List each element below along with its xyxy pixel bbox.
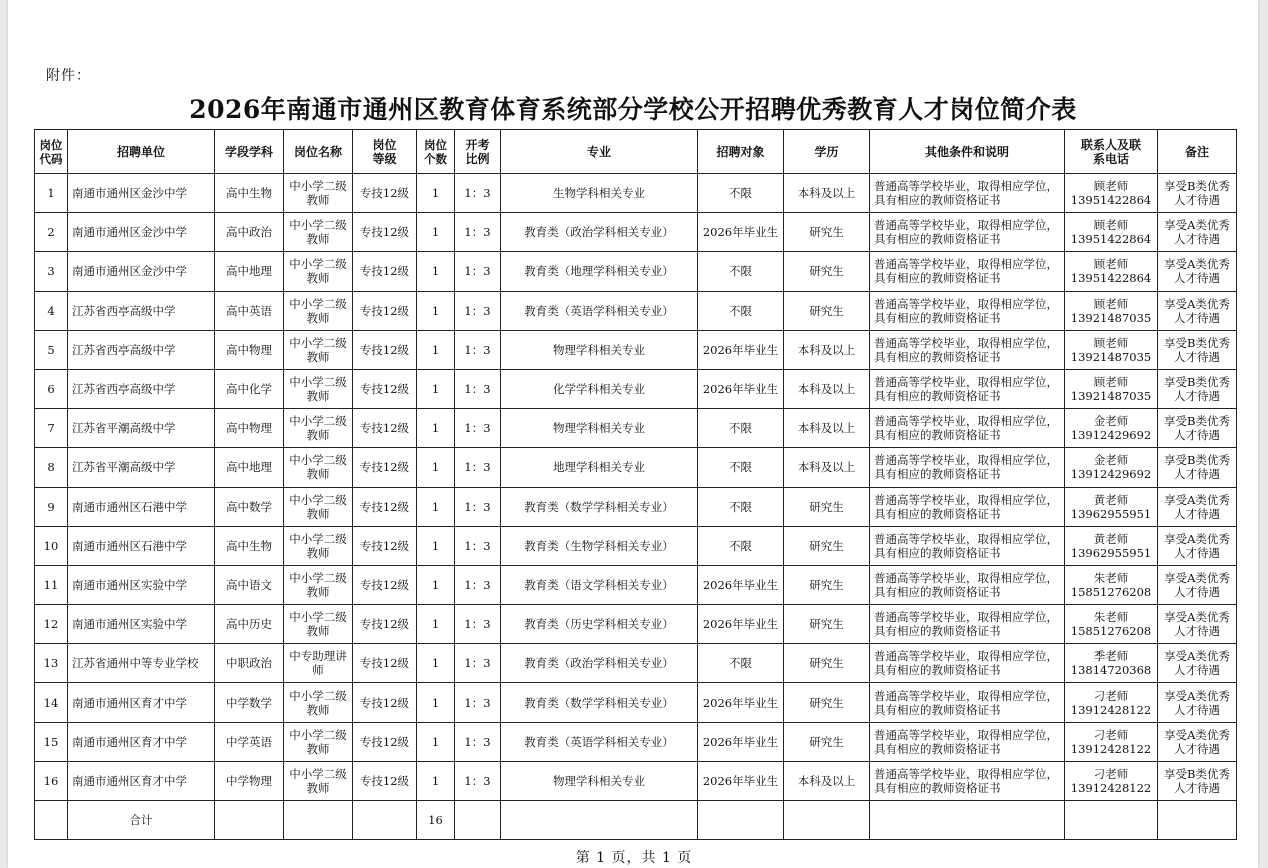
header-post-name: 岗位名称: [284, 130, 353, 174]
cell-education: 本科及以上: [784, 409, 870, 448]
cell-unit: 南通市通州区金沙中学: [68, 252, 215, 291]
cell-subject: 高中数学: [215, 487, 284, 526]
cell-education: 研究生: [784, 252, 870, 291]
cell-exam-ratio: 1：3: [455, 722, 501, 761]
cell-note: 享受A类优秀人才待遇: [1158, 644, 1237, 683]
cell-subject: 高中历史: [215, 605, 284, 644]
header-note: 备注: [1158, 130, 1237, 174]
cell-post-count: 1: [417, 605, 455, 644]
contact-person: 金老师: [1093, 453, 1129, 468]
contact-phone: 15851276208: [1070, 624, 1152, 639]
cell-note: 享受B类优秀人才待遇: [1158, 330, 1237, 369]
cell-post-code: 11: [35, 565, 68, 604]
cell-contact: [1065, 252, 1158, 291]
cell-major: 物理学科相关专业: [501, 761, 698, 800]
cell-subject: 中学物理: [215, 761, 284, 800]
cell-conditions: 普通高等学校毕业，取得相应学位，具有相应的教师资格证书: [870, 683, 1065, 722]
cell-subject: 中学英语: [215, 722, 284, 761]
cell-subject: 中职政治: [215, 644, 284, 683]
cell-unit: 南通市通州区实验中学: [68, 605, 215, 644]
cell-post-code: 5: [35, 330, 68, 369]
cell-conditions: 普通高等学校毕业，取得相应学位，具有相应的教师资格证书: [870, 487, 1065, 526]
cell-conditions: 普通高等学校毕业，取得相应学位，具有相应的教师资格证书: [870, 252, 1065, 291]
cell-post-level: 专技12级: [353, 644, 417, 683]
cell-post-name: 中小学二级教师: [284, 213, 353, 252]
cell-subject: 高中地理: [215, 252, 284, 291]
cell-major: 教育类（英语学科相关专业）: [501, 722, 698, 761]
cell-post-name: 中小学二级教师: [284, 605, 353, 644]
table-row: [35, 487, 1237, 526]
cell-post-name: 中小学二级教师: [284, 330, 353, 369]
cell-conditions: 普通高等学校毕业，取得相应学位，具有相应的教师资格证书: [870, 213, 1065, 252]
cell-post-code: 7: [35, 409, 68, 448]
cell-subject: 高中政治: [215, 213, 284, 252]
cell-exam-ratio: 1：3: [455, 605, 501, 644]
cell-post-level: 专技12级: [353, 683, 417, 722]
cell-post-name: 中小学二级教师: [284, 722, 353, 761]
cell-post-name: 中小学二级教师: [284, 526, 353, 565]
cell-note: 享受A类优秀人才待遇: [1158, 526, 1237, 565]
cell-post-name: 中小学二级教师: [284, 448, 353, 487]
cell-post-name: 中专助理讲师: [284, 644, 353, 683]
cell-conditions: 普通高等学校毕业，取得相应学位，具有相应的教师资格证书: [870, 448, 1065, 487]
cell-exam-ratio: 1：3: [455, 174, 501, 213]
cell-exam-ratio: 1：3: [455, 683, 501, 722]
contact-person: 顾老师: [1093, 335, 1129, 350]
cell-post-count: 1: [417, 565, 455, 604]
cell-major: 教育类（政治学科相关专业）: [501, 644, 698, 683]
cell-post-level: 专技12级: [353, 252, 417, 291]
total-label: 合计: [68, 801, 215, 840]
total-empty-cell: [698, 801, 784, 840]
cell-unit: 江苏省西亭高级中学: [68, 330, 215, 369]
contact-phone: 13912428122: [1070, 780, 1152, 795]
cell-post-count: 1: [417, 722, 455, 761]
total-empty-cell: [1158, 801, 1237, 840]
total-empty-cell: [215, 801, 284, 840]
cell-unit: 南通市通州区育才中学: [68, 722, 215, 761]
total-empty-cell: [1065, 801, 1158, 840]
table-body: [35, 174, 1237, 801]
cell-post-code: 2: [35, 213, 68, 252]
cell-post-level: 专技12级: [353, 174, 417, 213]
cell-post-name: 中小学二级教师: [284, 174, 353, 213]
cell-contact: [1065, 526, 1158, 565]
cell-unit: 南通市通州区金沙中学: [68, 213, 215, 252]
cell-unit: 南通市通州区育才中学: [68, 683, 215, 722]
cell-target: 2026年毕业生: [698, 565, 784, 604]
cell-post-code: 13: [35, 644, 68, 683]
contact-phone: 13921487035: [1070, 389, 1152, 404]
contact-person: 黄老师: [1093, 492, 1129, 507]
cell-education: 本科及以上: [784, 761, 870, 800]
cell-conditions: 普通高等学校毕业，取得相应学位，具有相应的教师资格证书: [870, 565, 1065, 604]
header-unit: 招聘单位: [68, 130, 215, 174]
cell-major: 地理学科相关专业: [501, 448, 698, 487]
table-row: [35, 213, 1237, 252]
cell-post-count: 1: [417, 761, 455, 800]
cell-post-name: 中小学二级教师: [284, 487, 353, 526]
header-target: 招聘对象: [698, 130, 784, 174]
cell-contact: [1065, 330, 1158, 369]
table-row: [35, 565, 1237, 604]
cell-major: 教育类（地理学科相关专业）: [501, 252, 698, 291]
cell-post-count: 1: [417, 487, 455, 526]
cell-major: 教育类（政治学科相关专业）: [501, 213, 698, 252]
contact-phone: 13814720368: [1070, 663, 1152, 678]
cell-contact: [1065, 565, 1158, 604]
header-post-count: 岗位个数: [417, 130, 455, 174]
cell-post-level: 专技12级: [353, 605, 417, 644]
cell-subject: 高中英语: [215, 291, 284, 330]
cell-post-count: 1: [417, 526, 455, 565]
cell-post-name: 中小学二级教师: [284, 252, 353, 291]
recruitment-table: [34, 129, 1237, 840]
cell-subject: 高中物理: [215, 409, 284, 448]
cell-post-level: 专技12级: [353, 409, 417, 448]
cell-major: 教育类（数学学科相关专业）: [501, 487, 698, 526]
cell-post-name: 中小学二级教师: [284, 291, 353, 330]
cell-target: 不限: [698, 644, 784, 683]
table-row: [35, 605, 1237, 644]
contact-phone: 13912428122: [1070, 741, 1152, 756]
cell-conditions: 普通高等学校毕业，取得相应学位，具有相应的教师资格证书: [870, 174, 1065, 213]
cell-post-name: 中小学二级教师: [284, 409, 353, 448]
cell-post-count: 1: [417, 291, 455, 330]
cell-target: 不限: [698, 487, 784, 526]
cell-post-count: 1: [417, 683, 455, 722]
contact-phone: 13962955951: [1070, 506, 1152, 521]
contact-phone: 13951422864: [1070, 271, 1152, 286]
table-row: [35, 761, 1237, 800]
cell-education: 研究生: [784, 605, 870, 644]
total-empty-cell: [35, 801, 68, 840]
cell-contact: [1065, 644, 1158, 683]
cell-exam-ratio: 1：3: [455, 526, 501, 565]
cell-exam-ratio: 1：3: [455, 565, 501, 604]
attachment-label: 附件：: [46, 68, 91, 84]
cell-major: 物理学科相关专业: [501, 330, 698, 369]
cell-post-level: 专技12级: [353, 330, 417, 369]
cell-conditions: 普通高等学校毕业，取得相应学位，具有相应的教师资格证书: [870, 330, 1065, 369]
cell-post-count: 1: [417, 644, 455, 683]
table-row: [35, 644, 1237, 683]
cell-unit: 南通市通州区金沙中学: [68, 174, 215, 213]
contact-phone: 15851276208: [1070, 584, 1152, 599]
cell-major: 物理学科相关专业: [501, 409, 698, 448]
total-empty-cell: [501, 801, 698, 840]
total-row: [35, 801, 1237, 840]
contact-phone: 13951422864: [1070, 193, 1152, 208]
table-row: [35, 252, 1237, 291]
contact-phone: 13921487035: [1070, 310, 1152, 325]
cell-unit: 江苏省通州中等专业学校: [68, 644, 215, 683]
contact-person: 顾老师: [1093, 296, 1129, 311]
cell-post-level: 专技12级: [353, 291, 417, 330]
cell-post-count: 1: [417, 174, 455, 213]
cell-contact: [1065, 369, 1158, 408]
contact-person: 刁老师: [1093, 766, 1129, 781]
contact-phone: 13912428122: [1070, 702, 1152, 717]
cell-exam-ratio: 1：3: [455, 644, 501, 683]
cell-note: 享受B类优秀人才待遇: [1158, 174, 1237, 213]
table-row: [35, 174, 1237, 213]
cell-post-name: 中小学二级教师: [284, 369, 353, 408]
cell-education: 本科及以上: [784, 330, 870, 369]
cell-education: 研究生: [784, 526, 870, 565]
cell-post-code: 10: [35, 526, 68, 565]
contact-person: 黄老师: [1093, 531, 1129, 546]
cell-education: 本科及以上: [784, 448, 870, 487]
cell-contact: [1065, 605, 1158, 644]
cell-target: 不限: [698, 448, 784, 487]
cell-education: 研究生: [784, 683, 870, 722]
cell-conditions: 普通高等学校毕业，取得相应学位，具有相应的教师资格证书: [870, 761, 1065, 800]
total-count: 16: [417, 801, 455, 840]
cell-target: 2026年毕业生: [698, 213, 784, 252]
table-row: [35, 369, 1237, 408]
header-subject: 学段学科: [215, 130, 284, 174]
cell-target: 2026年毕业生: [698, 369, 784, 408]
cell-education: 研究生: [784, 644, 870, 683]
contact-person: 顾老师: [1093, 218, 1129, 233]
cell-major: 生物学科相关专业: [501, 174, 698, 213]
cell-note: 享受A类优秀人才待遇: [1158, 605, 1237, 644]
cell-contact: [1065, 722, 1158, 761]
cell-target: 不限: [698, 526, 784, 565]
cell-post-count: 1: [417, 330, 455, 369]
cell-post-code: 8: [35, 448, 68, 487]
cell-education: 研究生: [784, 213, 870, 252]
cell-note: 享受A类优秀人才待遇: [1158, 722, 1237, 761]
header-exam-ratio: 开考比例: [455, 130, 501, 174]
contact-phone: 13951422864: [1070, 232, 1152, 247]
cell-post-code: 14: [35, 683, 68, 722]
cell-major: 教育类（数学学科相关专业）: [501, 683, 698, 722]
cell-post-count: 1: [417, 369, 455, 408]
contact-person: 刁老师: [1093, 727, 1129, 742]
cell-education: 研究生: [784, 722, 870, 761]
cell-post-count: 1: [417, 252, 455, 291]
cell-education: 研究生: [784, 565, 870, 604]
cell-contact: [1065, 174, 1158, 213]
contact-phone: 13912429692: [1070, 428, 1152, 443]
header-post-code: 岗位代码: [35, 130, 68, 174]
cell-target: 2026年毕业生: [698, 722, 784, 761]
cell-post-code: 6: [35, 369, 68, 408]
cell-major: 教育类（生物学科相关专业）: [501, 526, 698, 565]
cell-contact: [1065, 487, 1158, 526]
table-header-row: [35, 130, 1237, 174]
cell-subject: 高中生物: [215, 526, 284, 565]
cell-conditions: 普通高等学校毕业，取得相应学位，具有相应的教师资格证书: [870, 605, 1065, 644]
cell-post-level: 专技12级: [353, 761, 417, 800]
header-education: 学历: [784, 130, 870, 174]
cell-unit: 江苏省西亭高级中学: [68, 291, 215, 330]
cell-target: 2026年毕业生: [698, 761, 784, 800]
header-conditions: 其他条件和说明: [870, 130, 1065, 174]
cell-note: 享受B类优秀人才待遇: [1158, 761, 1237, 800]
cell-exam-ratio: 1：3: [455, 487, 501, 526]
contact-person: 金老师: [1093, 414, 1129, 429]
cell-contact: [1065, 291, 1158, 330]
header-post-level: 岗位等级: [353, 130, 417, 174]
cell-subject: 高中地理: [215, 448, 284, 487]
cell-major: 化学学科相关专业: [501, 369, 698, 408]
contact-person: 刁老师: [1093, 688, 1129, 703]
cell-major: 教育类（历史学科相关专业）: [501, 605, 698, 644]
cell-post-code: 3: [35, 252, 68, 291]
cell-conditions: 普通高等学校毕业，取得相应学位，具有相应的教师资格证书: [870, 291, 1065, 330]
total-empty-cell: [784, 801, 870, 840]
cell-post-code: 9: [35, 487, 68, 526]
cell-target: 不限: [698, 409, 784, 448]
contact-person: 朱老师: [1093, 570, 1129, 585]
cell-education: 本科及以上: [784, 174, 870, 213]
cell-post-level: 专技12级: [353, 565, 417, 604]
cell-post-code: 4: [35, 291, 68, 330]
contact-person: 顾老师: [1093, 375, 1129, 390]
cell-post-level: 专技12级: [353, 526, 417, 565]
cell-post-code: 16: [35, 761, 68, 800]
header-contact: 联系人及联系电话: [1065, 130, 1158, 174]
table-row: [35, 683, 1237, 722]
cell-note: 享受A类优秀人才待遇: [1158, 291, 1237, 330]
table-row: [35, 409, 1237, 448]
cell-conditions: 普通高等学校毕业，取得相应学位，具有相应的教师资格证书: [870, 526, 1065, 565]
page-footer: 第 1 页，共 1 页: [575, 850, 693, 866]
cell-education: 研究生: [784, 487, 870, 526]
cell-target: 2026年毕业生: [698, 330, 784, 369]
cell-target: 不限: [698, 252, 784, 291]
cell-target: 不限: [698, 291, 784, 330]
cell-post-count: 1: [417, 409, 455, 448]
cell-contact: [1065, 409, 1158, 448]
cell-subject: 高中生物: [215, 174, 284, 213]
table-row: [35, 722, 1237, 761]
cell-education: 研究生: [784, 291, 870, 330]
contact-person: 朱老师: [1093, 610, 1129, 625]
cell-subject: 高中化学: [215, 369, 284, 408]
contact-phone: 13921487035: [1070, 349, 1152, 364]
cell-exam-ratio: 1：3: [455, 448, 501, 487]
cell-note: 享受B类优秀人才待遇: [1158, 409, 1237, 448]
cell-unit: 江苏省西亭高级中学: [68, 369, 215, 408]
cell-exam-ratio: 1：3: [455, 252, 501, 291]
cell-conditions: 普通高等学校毕业，取得相应学位，具有相应的教师资格证书: [870, 644, 1065, 683]
cell-education: 本科及以上: [784, 369, 870, 408]
cell-post-level: 专技12级: [353, 487, 417, 526]
cell-major: 教育类（语文学科相关专业）: [501, 565, 698, 604]
cell-unit: 南通市通州区育才中学: [68, 761, 215, 800]
cell-major: 教育类（英语学科相关专业）: [501, 291, 698, 330]
cell-conditions: 普通高等学校毕业，取得相应学位，具有相应的教师资格证书: [870, 369, 1065, 408]
cell-exam-ratio: 1：3: [455, 330, 501, 369]
cell-exam-ratio: 1：3: [455, 409, 501, 448]
cell-conditions: 普通高等学校毕业，取得相应学位，具有相应的教师资格证书: [870, 409, 1065, 448]
total-empty-cell: [455, 801, 501, 840]
cell-post-level: 专技12级: [353, 369, 417, 408]
cell-contact: [1065, 683, 1158, 722]
contact-phone: 13912429692: [1070, 467, 1152, 482]
cell-note: 享受A类优秀人才待遇: [1158, 565, 1237, 604]
cell-post-code: 12: [35, 605, 68, 644]
cell-exam-ratio: 1：3: [455, 761, 501, 800]
cell-contact: [1065, 761, 1158, 800]
cell-note: 享受A类优秀人才待遇: [1158, 683, 1237, 722]
cell-exam-ratio: 1：3: [455, 291, 501, 330]
cell-post-code: 15: [35, 722, 68, 761]
total-empty-cell: [870, 801, 1065, 840]
cell-conditions: 普通高等学校毕业，取得相应学位，具有相应的教师资格证书: [870, 722, 1065, 761]
cell-unit: 江苏省平潮高级中学: [68, 448, 215, 487]
contact-phone: 13962955951: [1070, 545, 1152, 560]
cell-subject: 高中物理: [215, 330, 284, 369]
cell-post-code: 1: [35, 174, 68, 213]
cell-post-name: 中小学二级教师: [284, 683, 353, 722]
cell-post-name: 中小学二级教师: [284, 761, 353, 800]
total-empty-cell: [353, 801, 417, 840]
contact-person: 顾老师: [1093, 257, 1129, 272]
cell-unit: 江苏省平潮高级中学: [68, 409, 215, 448]
total-empty-cell: [284, 801, 353, 840]
cell-post-level: 专技12级: [353, 448, 417, 487]
cell-note: 享受A类优秀人才待遇: [1158, 487, 1237, 526]
table-row: [35, 330, 1237, 369]
cell-contact: [1065, 213, 1158, 252]
table-row: [35, 526, 1237, 565]
page-title: 2026年南通市通州区教育体育系统部分学校公开招聘优秀教育人才岗位简介表: [189, 95, 1077, 124]
cell-subject: 高中语文: [215, 565, 284, 604]
header-major: 专业: [501, 130, 698, 174]
cell-post-count: 1: [417, 213, 455, 252]
cell-exam-ratio: 1：3: [455, 369, 501, 408]
cell-note: 享受B类优秀人才待遇: [1158, 369, 1237, 408]
cell-post-level: 专技12级: [353, 722, 417, 761]
cell-note: 享受B类优秀人才待遇: [1158, 448, 1237, 487]
table-row: [35, 291, 1237, 330]
table-row: [35, 448, 1237, 487]
cell-target: 不限: [698, 174, 784, 213]
cell-post-count: 1: [417, 448, 455, 487]
cell-target: 2026年毕业生: [698, 605, 784, 644]
cell-target: 2026年毕业生: [698, 683, 784, 722]
cell-unit: 南通市通州区石港中学: [68, 526, 215, 565]
cell-post-name: 中小学二级教师: [284, 565, 353, 604]
cell-note: 享受A类优秀人才待遇: [1158, 252, 1237, 291]
cell-contact: [1065, 448, 1158, 487]
cell-unit: 南通市通州区石港中学: [68, 487, 215, 526]
cell-exam-ratio: 1：3: [455, 213, 501, 252]
cell-subject: 中学数学: [215, 683, 284, 722]
cell-note: 享受A类优秀人才待遇: [1158, 213, 1237, 252]
cell-unit: 南通市通州区实验中学: [68, 565, 215, 604]
contact-person: 顾老师: [1093, 179, 1129, 194]
cell-post-level: 专技12级: [353, 213, 417, 252]
contact-person: 季老师: [1093, 649, 1129, 664]
